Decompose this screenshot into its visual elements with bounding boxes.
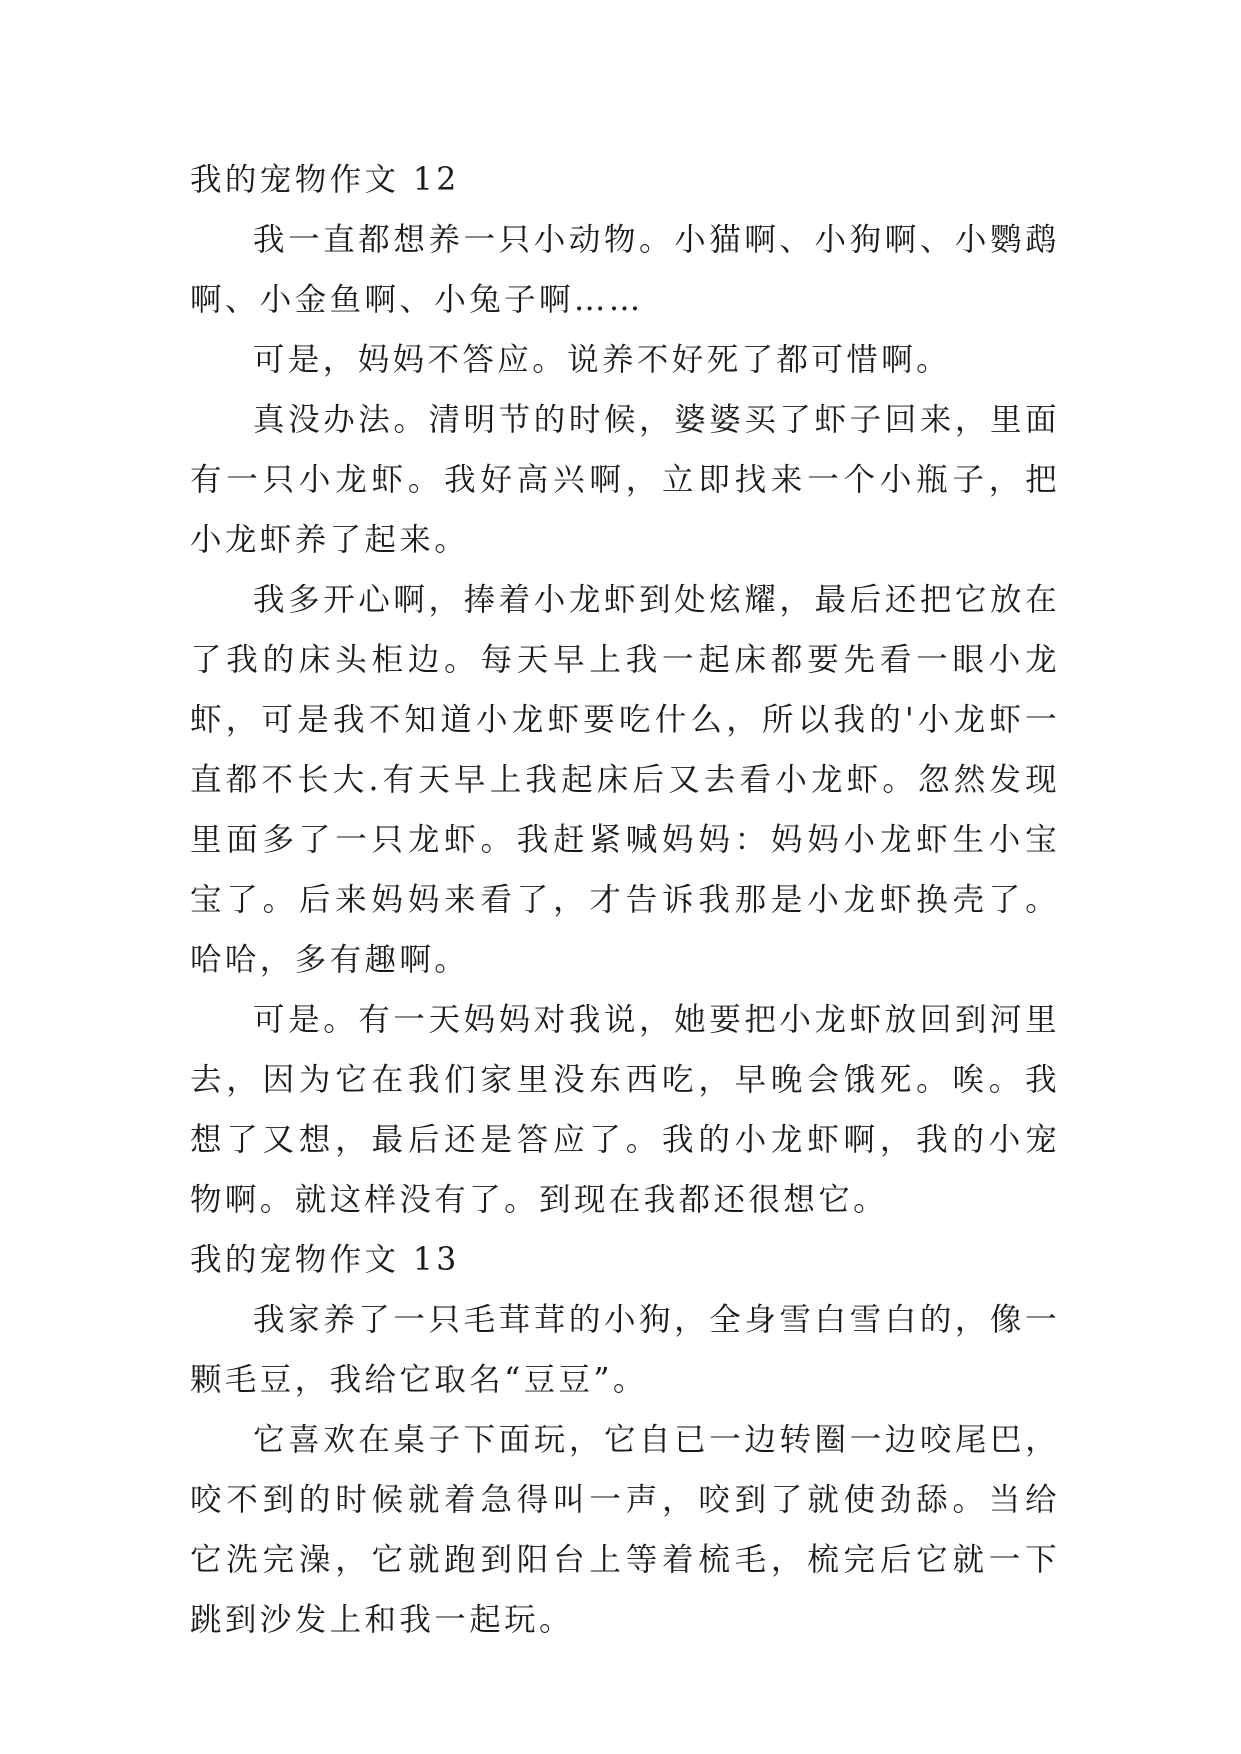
paragraph: 真没办法。清明节的时候，婆婆买了虾子回来，里面有一只小龙虾。我好高兴啊，立即找来一个小瓶子，把小龙虾养了起来。	[190, 402, 1060, 558]
article-pet-essay-13	[190, 1230, 1060, 1650]
paragraph: 我一直都想养一只小动物。小猫啊、小狗啊、小鹦鹉啊、小金鱼啊、小兔子啊……	[190, 222, 1060, 318]
paragraph: 可是。有一天妈妈对我说，她要把小龙虾放回到河里去，因为它在我们家里没东西吃，早晚会饿死。唉。我想了又想，最后还是答应了。我的小龙虾啊，我的小宠物啊。就这样没有了。到现在我都还很想它。	[190, 1002, 1060, 1218]
document-page	[190, 150, 1060, 1650]
article-title: 我的宠物作文 13	[190, 1242, 460, 1278]
article-pet-essay-12	[190, 150, 1060, 1230]
article-title: 我的宠物作文 12	[190, 162, 460, 198]
paragraph: 我家养了一只毛茸茸的小狗，全身雪白雪白的，像一颗毛豆，我给它取名“豆豆”。	[190, 1302, 1060, 1398]
paragraph: 可是，妈妈不答应。说养不好死了都可惜啊。	[253, 342, 952, 378]
paragraph: 我多开心啊，捧着小龙虾到处炫耀，最后还把它放在了我的床头柜边。每天早上我一起床都要先看一眼小龙虾，可是我不知道小龙虾要吃什么，所以我的'小龙虾一直都不长大.有天早上我起床后又去看小龙虾。忽然发现里面多了一只龙虾。我赶紧喊妈妈：妈妈小龙虾生小宝宝了。后来妈妈来看了，才告诉我那是小龙虾换壳了。哈哈，多有趣啊。	[190, 582, 1060, 978]
paragraph: 它喜欢在桌子下面玩，它自已一边转圈一边咬尾巴，咬不到的时候就着急得叫一声，咬到了就使劲舔。当给它洗完澡，它就跑到阳台上等着梳毛，梳完后它就一下跳到沙发上和我一起玩。	[190, 1422, 1060, 1638]
